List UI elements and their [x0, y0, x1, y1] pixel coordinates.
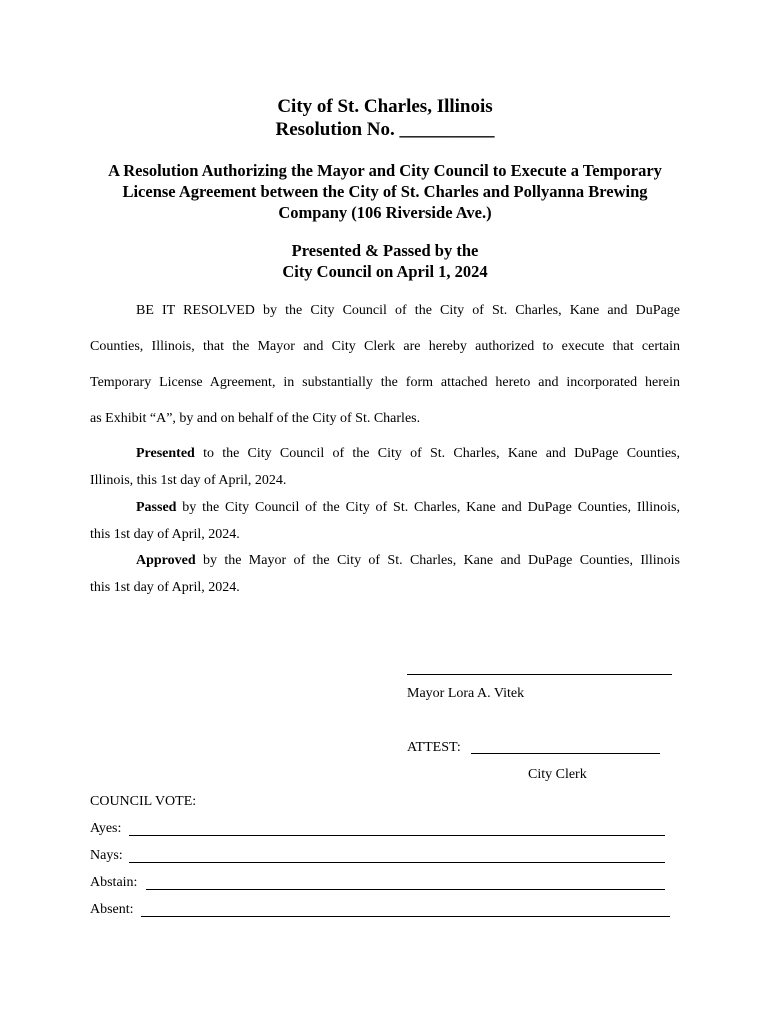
presented-line-2: Illinois, this 1st day of April, 2024.	[90, 473, 287, 488]
nays-line	[129, 862, 665, 863]
ayes-label: Ayes:	[90, 821, 122, 836]
attest-signature-line	[471, 753, 660, 754]
body-line-1: BE IT RESOLVED by the City Council of the City of St. Charles, Kane and DuPage	[136, 303, 680, 318]
passed-line-1: by the City Council of the City of St. Charles, Kane and DuPage Counties, Illinois,	[176, 500, 680, 515]
mayor-name: Mayor Lora A. Vitek	[407, 686, 525, 701]
presented-statement	[90, 440, 680, 494]
city-clerk-title: City Clerk	[528, 767, 587, 782]
body-line-3: Temporary License Agreement, in substantially the form attached hereto and incorporated herein	[90, 375, 680, 390]
approved-line-1: by the Mayor of the City of St. Charles, Kane and DuPage Counties, Illinois	[195, 553, 680, 568]
presented-keyword: Presented	[136, 446, 195, 461]
passed-line-2: this 1st day of April, 2024.	[90, 527, 240, 542]
resolution-body	[90, 293, 680, 437]
ayes-line	[129, 835, 665, 836]
subtitle-line-1: A Resolution Authorizing the Mayor and City Council to Execute a Temporary	[108, 161, 662, 180]
subtitle-line-3: Company (106 Riverside Ave.)	[278, 203, 492, 222]
mayor-signature-line	[407, 674, 672, 675]
approved-keyword: Approved	[136, 553, 196, 568]
resolution-subtitle	[80, 160, 690, 223]
subtitle-line-2: License Agreement between the City of St. Charles and Pollyanna Brewing	[122, 182, 648, 201]
nays-label: Nays:	[90, 848, 123, 863]
absent-label: Absent:	[90, 902, 134, 917]
presented-heading-line-2: City Council on April 1, 2024	[282, 262, 488, 281]
presented-line-1: to the City Council of the City of St. Charles, Kane and DuPage Counties,	[194, 446, 680, 461]
body-line-2: Counties, Illinois, that the Mayor and City Clerk are hereby authorized to execute that certain	[90, 339, 680, 354]
attest-label: ATTEST:	[407, 740, 461, 755]
body-line-4: as Exhibit “A”, by and on behalf of the City of St. Charles.	[90, 411, 421, 426]
presented-heading-line-1: Presented & Passed by the	[291, 241, 479, 260]
resolution-number: Resolution No. __________	[275, 119, 495, 140]
abstain-label: Abstain:	[90, 875, 138, 890]
absent-line	[141, 916, 670, 917]
passed-keyword: Passed	[136, 500, 177, 515]
approved-line-2: this 1st day of April, 2024.	[90, 580, 240, 595]
passed-statement	[90, 494, 680, 548]
council-vote-heading: COUNCIL VOTE:	[90, 794, 197, 809]
city-title: City of St. Charles, Illinois	[277, 96, 493, 117]
approved-statement	[90, 547, 680, 601]
presented-passed-heading	[0, 240, 770, 282]
abstain-line	[146, 889, 665, 890]
